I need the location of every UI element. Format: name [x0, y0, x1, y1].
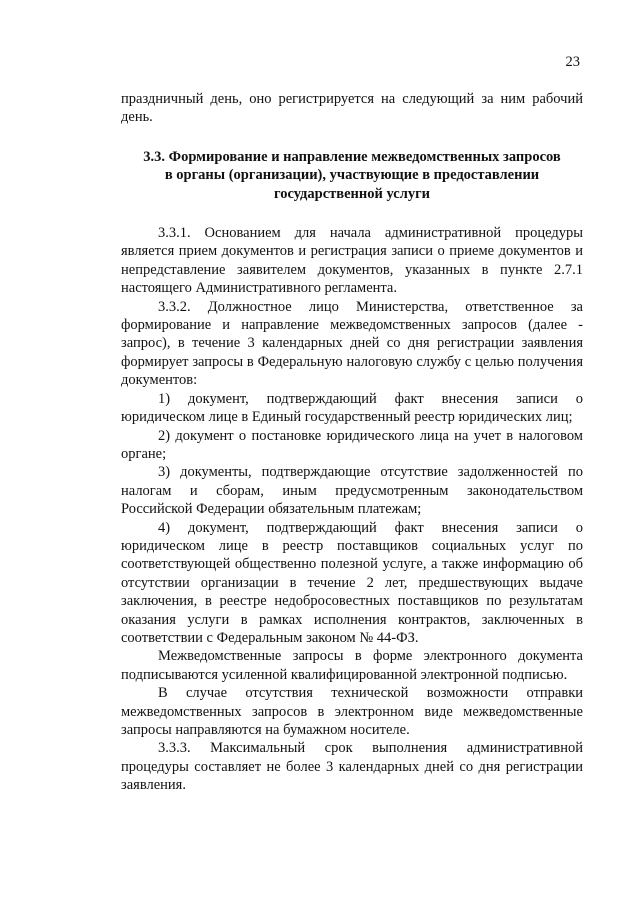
- list-item-4: 4) документ, подтверждающий факт внесения записи о юридическом лице в реестр поставщиков социальных услуг по соответствующей общественно полезной услуге, а также информацию об отсутствии организации в течение 2 лет, предшествующих выдаче заключения, в реестре недобросовестных поставщиков по результатам оказания услуги в рамках исполнения контрактов, заключенных в соответствии с Федеральным законом № 44-ФЗ.: [121, 519, 583, 646]
- paragraph-paper-fallback: В случае отсутствия технической возможности отправки межведомственных запросов в электронном виде межведомственные запросы направляются на бумажном носителе.: [121, 685, 583, 738]
- list-item-3: 3) документы, подтверждающие отсутствие задолженностей по налогам и сборам, иным предусмотренным законодательством Российской Федерации обязательным платежам;: [121, 464, 583, 518]
- paragraph-3-3-3: 3.3.3. Максимальный срок выполнения административной процедуры составляет не более 3 календарных дней со дня регистрации заявления.: [121, 740, 583, 794]
- page-number: 23: [565, 54, 580, 70]
- section-heading: [121, 148, 583, 203]
- section-heading-line: государственной услуги: [273, 185, 431, 202]
- list-item-1: 1) документ, подтверждающий факт внесения записи о юридическом лице в Единый государственный реестр юридических лиц;: [121, 390, 583, 426]
- continuation-paragraph: праздничный день, оно регистрируется на следующий за ним рабочий день.: [121, 91, 583, 126]
- list-item-2: 2) документ о постановке юридического лица на учет в налоговом органе;: [121, 427, 583, 462]
- paragraph-electronic-signature: Межведомственные запросы в форме электронного документа подписываются усиленной квалифицированной электронной подписью.: [121, 648, 583, 683]
- paragraph-3-3-1: 3.3.1. Основанием для начала административной процедуры является прием документов и регистрация записи о приеме документов и непредставление заявителем документов, указанных в пункте 2.7.1 настоящего Административного регламента.: [121, 225, 583, 297]
- section-heading-line: в органы (организации), участвующие в предоставлении: [164, 167, 540, 184]
- page-content: [121, 90, 583, 795]
- paragraph-3-3-2: 3.3.2. Должностное лицо Министерства, ответственное за формирование и направление межведомственных запросов (далее - запрос), в течение 3 календарных дней со дня регистрации заявления формирует запросы в Федеральную налоговую службу с целью получения документов:: [121, 298, 583, 389]
- section-heading-line: 3.3. Формирование и направление межведомственных запросов: [143, 148, 561, 165]
